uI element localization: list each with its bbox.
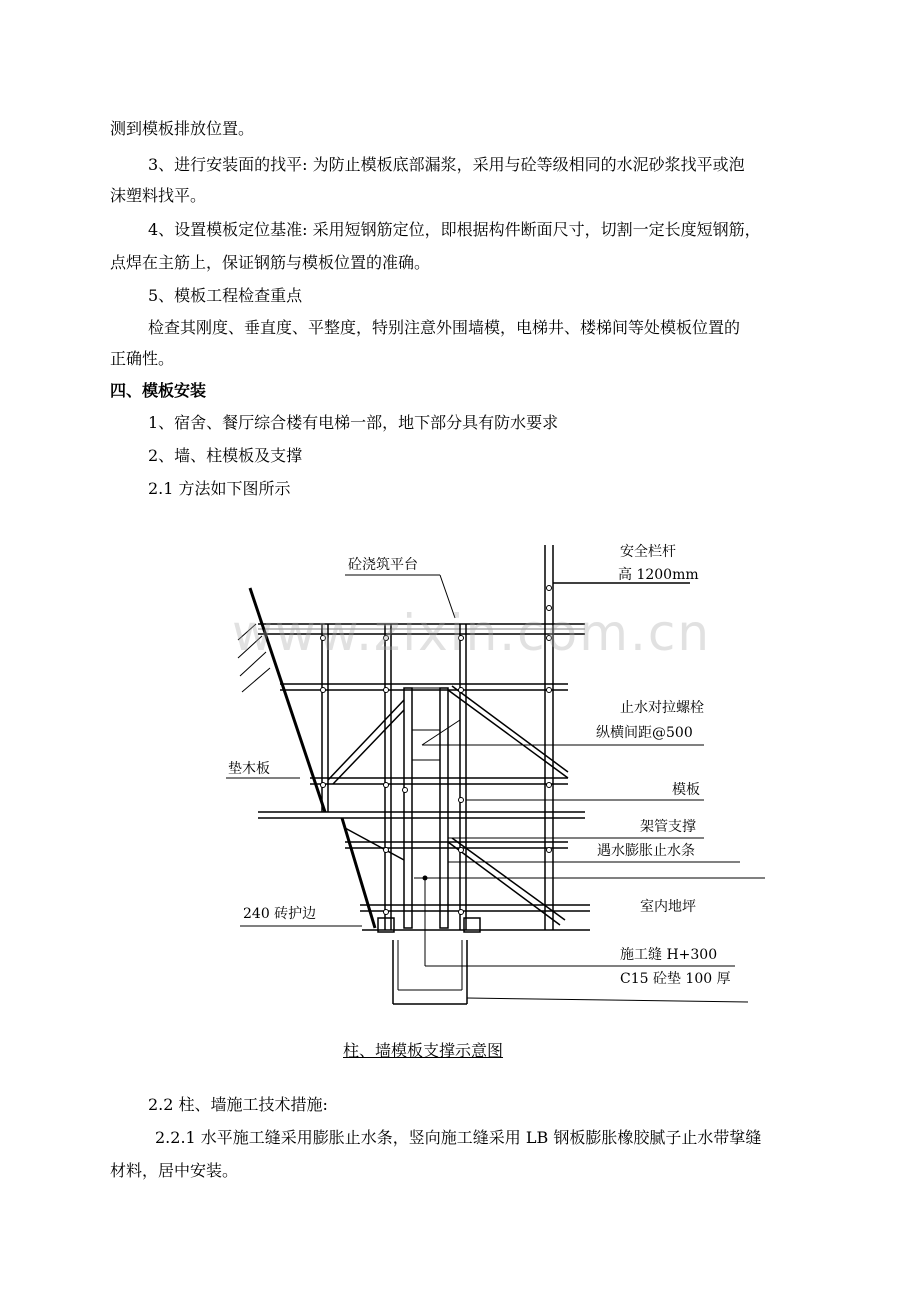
paragraph-7: 2、墙、柱模板及支撑 bbox=[148, 446, 303, 465]
label-pad-board: 垫木板 bbox=[228, 761, 270, 777]
paragraph-6: 1、宿舍、餐厅综合楼有电梯一部，地下部分具有防水要求 bbox=[148, 413, 559, 432]
label-water-stop: 遇水膨胀止水条 bbox=[597, 843, 695, 859]
label-construction-joint: 施工缝 H+300 bbox=[620, 947, 718, 963]
label-guardrail: 安全栏杆 bbox=[620, 544, 676, 560]
label-c15-pad: C15 砼垫 100 厚 bbox=[620, 971, 731, 987]
label-brick-edge: 240 砖护边 bbox=[243, 906, 317, 922]
paragraph-1: 测到模板排放位置。 bbox=[110, 119, 255, 138]
paragraph-3-line-2: 点焊在主筋上，保证钢筋与模板位置的准确。 bbox=[110, 253, 431, 272]
label-bolt: 止水对拉螺栓 bbox=[620, 700, 704, 716]
label-platform: 砼浇筑平台 bbox=[348, 557, 418, 573]
paragraph-9: 2.2 柱、墙施工技术措施: bbox=[148, 1095, 328, 1114]
label-guardrail-height: 高 1200mm bbox=[618, 567, 699, 583]
paragraph-8: 2.1 方法如下图所示 bbox=[148, 479, 291, 498]
paragraph-5-line-2: 正确性。 bbox=[110, 349, 175, 368]
paragraph-2-line-2: 沫塑料找平。 bbox=[110, 186, 207, 205]
paragraph-10-line-2: 材料，居中安装。 bbox=[110, 1161, 239, 1180]
section-heading-4: 四、模板安装 bbox=[110, 381, 207, 400]
paragraph-2-line-1: 3、进行安装面的找平: 为防止模板底部漏浆，采用与砼等级相同的水泥砂浆找平或泡 bbox=[148, 155, 745, 174]
watermark: www.zixin.com.cn bbox=[232, 604, 712, 662]
label-indoor-floor: 室内地坪 bbox=[640, 899, 696, 915]
label-formwork: 模板 bbox=[672, 782, 700, 798]
paragraph-5-line-1: 检查其刚度、垂直度、平整度，特别注意外围墙模，电梯井、楼梯间等处模板位置的 bbox=[148, 318, 741, 337]
paragraph-3-line-1: 4、设置模板定位基准: 采用短钢筋定位，即根据构件断面尺寸，切割一定长度短钢筋， bbox=[148, 220, 761, 239]
label-bolt-spacing: 纵横间距@500 bbox=[596, 725, 693, 741]
paragraph-10-line-1: 2.2.1 水平施工缝采用膨胀止水条，竖向施工缝采用 LB 钢板膨胀橡胶腻子止水带㧳缝 bbox=[155, 1128, 762, 1147]
label-pipe-support: 架管支撑 bbox=[640, 819, 696, 835]
figure-caption: 柱、墙模板支撑示意图 bbox=[343, 1041, 504, 1060]
paragraph-4: 5、模板工程检查重点 bbox=[148, 286, 303, 305]
